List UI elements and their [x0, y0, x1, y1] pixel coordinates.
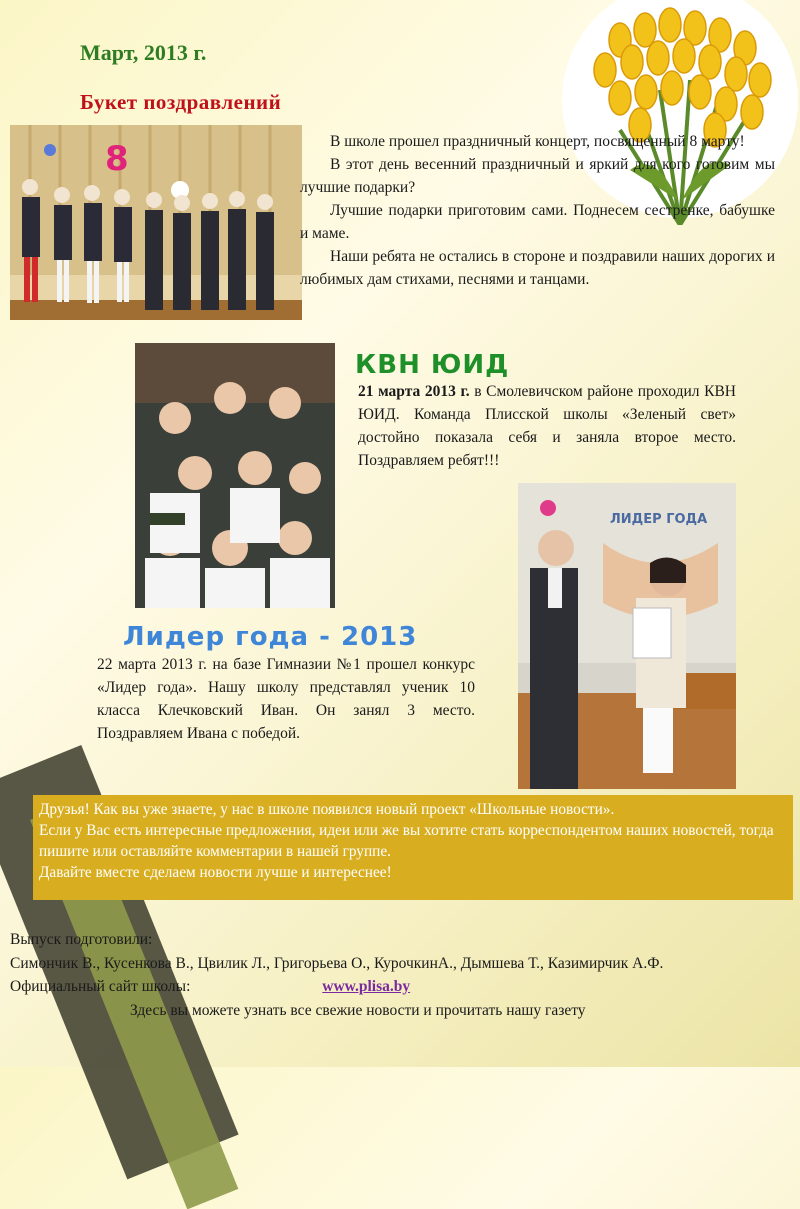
site-line	[10, 975, 790, 999]
leader-article	[97, 653, 475, 745]
concert-photo	[10, 125, 302, 320]
svg-text:8: 8	[105, 139, 129, 179]
leader-banner-text: ЛИДЕР ГОДА	[610, 512, 708, 527]
leader-award-photo	[518, 483, 736, 789]
kvn-date: 21 марта 2013 г.	[358, 383, 470, 400]
announcement-box	[33, 795, 793, 900]
concert-paragraph: Лучшие подарки приготовим сами. Поднесем сестренке, бабушке и маме.	[300, 202, 775, 242]
kvn-article	[358, 380, 736, 472]
announcement-line: Друзья! Как вы уже знаете, у нас в школе появился новый проект «Школьные новости».	[39, 801, 615, 818]
leader-text: 22 марта 2013 г. на базе Гимназии №1 прошел конкурс «Лидер года». Нашу школу представлял ученик 10 класса Клечковский Иван. Он занял 3 место. Поздравляем Ивана с победой.	[97, 656, 475, 742]
announcement-line: Если у Вас есть интересные предложения, идеи или же вы хотите стать корреспондентом наших новостей, тогда пишите или оставляйте комментарии в нашей группе.	[39, 822, 774, 860]
site-note: Здесь вы можете узнать все свежие новости и прочитать нашу газету	[130, 1001, 586, 1019]
announcement-line: Давайте вместе сделаем новости лучше и интереснее!	[39, 864, 392, 881]
concert-paragraph: Наши ребята не остались в стороне и поздравили наших дорогих и любимых дам стихами, песнями и танцами.	[300, 248, 775, 288]
section-title-leader: Лидер года - 2013	[123, 622, 418, 652]
concert-article	[300, 130, 775, 291]
concert-paragraph: В школе прошел праздничный концерт, посвященный 8 марту!	[330, 133, 745, 150]
kvn-team-photo	[135, 343, 335, 608]
credits-section	[10, 928, 790, 1022]
issue-date: Март, 2013 г.	[80, 40, 207, 65]
school-site-link[interactable]: www.plisa.by	[322, 978, 411, 995]
section-title-bouquet: Букет поздравлений	[80, 90, 282, 114]
kvn-text: в Смолевичском районе проходил КВН ЮИД. Команда Плисской школы «Зеленый свет» достойно показала себя и заняла второе место. Поздравляем ребят!!!	[358, 383, 736, 469]
credits-label: Выпуск подготовили:	[10, 931, 153, 948]
credits-names: Симончик В., Кусенкова В., Цвилик Л., Григорьева О., КурочкинА., Дымшева Т., Казимирчик А.Ф.	[10, 954, 664, 972]
concert-paragraph: В этот день весенний праздничный и яркий для кого готовим мы лучшие подарки?	[300, 156, 775, 196]
site-label: Официальный сайт школы:	[10, 978, 191, 995]
section-title-kvn: КВН ЮИД	[355, 350, 510, 380]
